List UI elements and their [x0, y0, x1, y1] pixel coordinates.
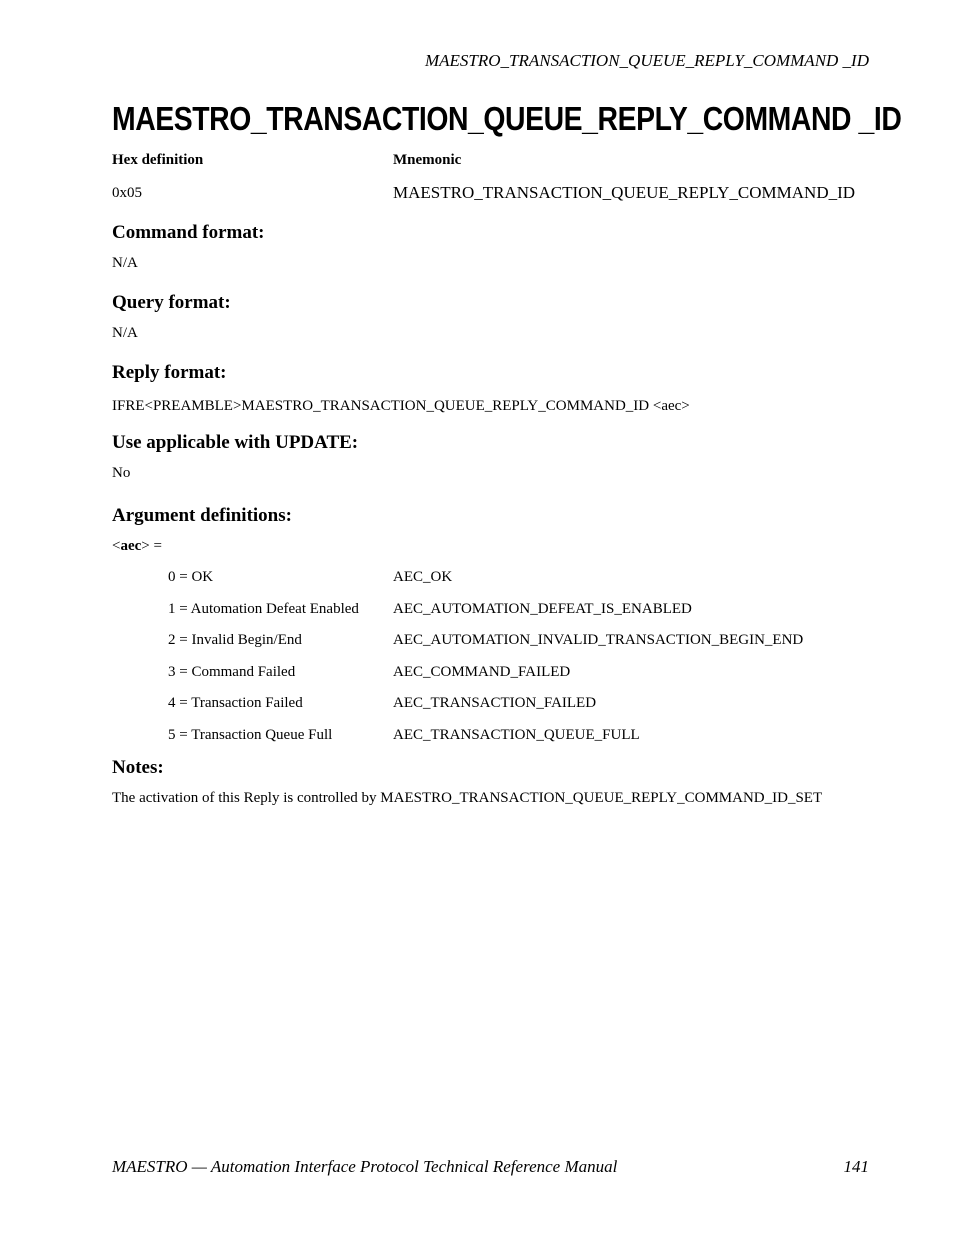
reply-format-heading: Reply format:: [112, 362, 227, 383]
argument-code: AEC_AUTOMATION_INVALID_TRANSACTION_BEGIN_END: [393, 632, 804, 648]
update-heading: Use applicable with UPDATE:: [112, 432, 359, 453]
argument-row: [0, 695, 954, 715]
argument-equals: > =: [141, 538, 162, 554]
argument-row: [0, 632, 954, 652]
argument-value: 4 = Transaction Failed: [168, 695, 303, 711]
notes-text: The activation of this Reply is controlled by MAESTRO_TRANSACTION_QUEUE_REPLY_COMMAND_ID_SET: [112, 790, 823, 806]
argument-value: 0 = OK: [168, 569, 214, 585]
argument-code: AEC_AUTOMATION_DEFEAT_IS_ENABLED: [393, 601, 692, 617]
mnemonic-label: Mnemonic: [393, 152, 462, 168]
argument-code: AEC_COMMAND_FAILED: [393, 664, 571, 680]
argument-code: AEC_TRANSACTION_QUEUE_FULL: [393, 727, 640, 743]
mnemonic-value: MAESTRO_TRANSACTION_QUEUE_REPLY_COMMAND_ID: [393, 183, 856, 202]
command-format-value: N/A: [112, 255, 138, 271]
notes-heading: Notes:: [112, 757, 164, 778]
argument-value: 1 = Automation Defeat Enabled: [168, 601, 359, 617]
argument-value: 5 = Transaction Queue Full: [168, 727, 333, 743]
argument-row: [0, 664, 954, 684]
page-title: MAESTRO_TRANSACTION_QUEUE_REPLY_COMMAND _ID: [112, 100, 902, 137]
argument-row: [0, 727, 954, 747]
footer-page-number: 141: [843, 1157, 869, 1176]
argument-code: AEC_TRANSACTION_FAILED: [393, 695, 597, 711]
reply-format-value: IFRE<PREAMBLE>MAESTRO_TRANSACTION_QUEUE_REPLY_COMMAND_ID <aec>: [112, 398, 690, 414]
argument-name-line: [112, 538, 162, 555]
footer-manual-title: MAESTRO — Automation Interface Protocol Technical Reference Manual: [112, 1157, 618, 1176]
argument-code: AEC_OK: [393, 569, 453, 585]
argument-row: [0, 569, 954, 589]
query-format-heading: Query format:: [112, 292, 231, 313]
argument-value: 2 = Invalid Begin/End: [168, 632, 302, 648]
hex-definition-label: Hex definition: [112, 152, 204, 168]
command-format-heading: Command format:: [112, 222, 265, 243]
argument-row: [0, 601, 954, 621]
argument-open-bracket: <: [112, 538, 121, 554]
update-value: No: [112, 465, 131, 481]
argument-name: aec: [120, 538, 142, 554]
hex-definition-value: 0x05: [112, 185, 142, 201]
running-header: MAESTRO_TRANSACTION_QUEUE_REPLY_COMMAND _ID: [424, 51, 869, 70]
query-format-value: N/A: [112, 325, 138, 341]
argument-definitions-heading: Argument definitions:: [112, 505, 292, 526]
argument-value: 3 = Command Failed: [168, 664, 296, 680]
